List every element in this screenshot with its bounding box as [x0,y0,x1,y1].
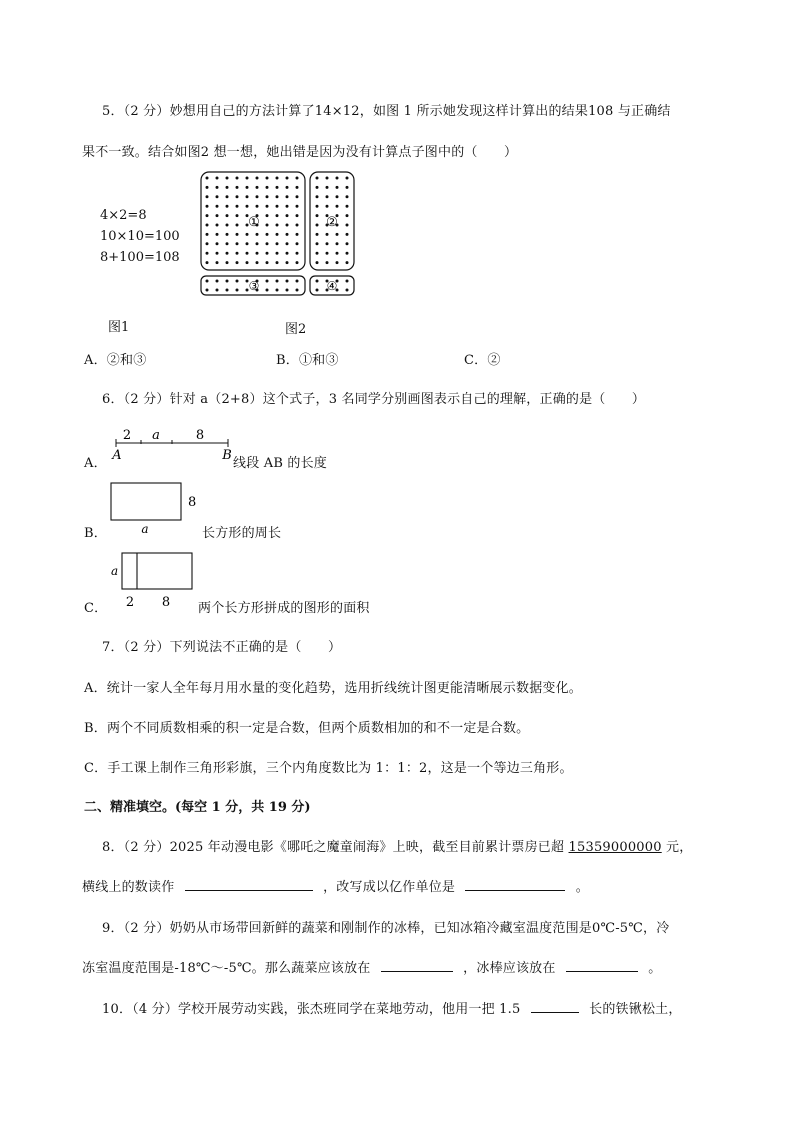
dot-region-2 [326,195,329,198]
dot-region-2 [316,261,319,264]
dot-region-1 [236,195,239,198]
calc-line: 4×2=8 [100,208,147,223]
dot-region-2 [316,195,319,198]
dot-region-1 [256,195,259,198]
dot-region-1 [286,177,289,180]
dot-region-3 [226,289,229,292]
dot-region-2 [326,205,329,208]
dot-region-1 [276,177,279,180]
dot-grid [206,177,349,292]
dot-region-3 [276,280,279,283]
dot-region-3 [216,280,219,283]
dot-region-1 [266,224,269,227]
dot-region-1 [286,252,289,255]
point-b-label: B [222,448,232,463]
dot-region-3 [286,289,289,292]
dot-region-1 [226,224,229,227]
dot-region-1 [266,214,269,217]
q6-option-b-text: 长方形的周长 [202,526,282,541]
dot-region-2 [326,186,329,189]
dot-region-2 [336,186,339,189]
q9-end: 。 [648,961,662,976]
rectangle [111,483,181,520]
dot-region-1 [296,195,299,198]
dot-region-1 [236,205,239,208]
dot-region-2 [336,261,339,264]
dot-region-2 [346,205,349,208]
dot-region-1 [226,261,229,264]
q8-line1 [102,836,692,855]
dot-region-2 [316,205,319,208]
dot-region-1 [246,195,249,198]
dot-region-2 [346,177,349,180]
dot-region-3 [266,289,269,292]
q8-line2 [82,876,589,895]
dot-region-2 [346,233,349,236]
dot-region-1 [236,186,239,189]
dot-region-2 [326,233,329,236]
rectangle-bottom-label: a [141,522,149,536]
dot-region-1 [226,205,229,208]
segment-label-8: 8 [195,428,205,443]
dot-region-1 [226,195,229,198]
dot-region-1 [266,242,269,245]
dot-region-1 [246,186,249,189]
dot-region-2 [336,233,339,236]
dot-region-2 [336,252,339,255]
dot-region-2 [336,195,339,198]
q10-text-b: 长的铁锹松土， [589,1002,682,1017]
dot-region-4 [316,289,319,292]
dot-region-1 [236,214,239,217]
q7-stem: 7．（2 分）下列说法不正确的是（ ） [102,640,342,655]
bottom-label-8: 8 [161,595,171,610]
dot-region-1 [206,252,209,255]
dot-region-1 [206,177,209,180]
region-2-label: ② [326,215,338,230]
q7-option-b[interactable]: B．两个不同质数相乘的积一定是合数，但两个质数相加的和不一定是合数。 [84,721,530,736]
dot-region-1 [226,233,229,236]
q9-text-a: 冻室温度范围是-18℃～-5℃。那么蔬菜应该放在 [82,961,371,976]
dot-region-3 [206,280,209,283]
dot-region-1 [296,177,299,180]
q5-option-c[interactable]: C．② [464,353,501,368]
dot-region-2 [326,242,329,245]
q5-option-a[interactable]: A．②和③ [84,353,147,368]
q6-stem: 6．（2 分）针对 a（2+8）这个式子，3 名同学分别画图表示自己的理解，正确的是（ ） [102,392,646,407]
side-label-a: a [111,564,119,578]
dot-region-2 [346,224,349,227]
q7-option-a[interactable]: A．统计一家人全年每月用水量的变化趋势，选用折线统计图更能清晰展示数据变化。 [84,681,582,696]
dot-region-2 [326,261,329,264]
q10-line1 [102,998,682,1017]
dot-region-1 [246,205,249,208]
dot-region-1 [276,233,279,236]
q6-option-a-text: 线段 AB 的长度 [233,456,328,471]
dot-region-2 [346,261,349,264]
dot-region-3 [206,289,209,292]
dot-region-1 [286,224,289,227]
dot-region-1 [206,214,209,217]
dot-region-1 [266,252,269,255]
region-1-label: ① [248,215,260,230]
q6-option-c-text: 两个长方形拼成的图形的面积 [198,601,370,616]
dot-region-2 [316,186,319,189]
q9-vegetable-blank[interactable] [381,957,453,972]
dot-region-1 [296,224,299,227]
q8-read-label: 横线上的数读作 [82,880,175,895]
dot-region-2 [346,186,349,189]
dot-region-1 [226,242,229,245]
dot-region-1 [276,186,279,189]
dot-region-1 [206,195,209,198]
dot-region-1 [216,214,219,217]
dot-region-2 [316,214,319,217]
q6-option-c-composite-rectangle [108,552,198,612]
dot-region-2 [316,233,319,236]
calc-line: 8+100=108 [100,250,180,265]
dot-region-1 [256,242,259,245]
dot-region-1 [246,177,249,180]
q8-convert-blank[interactable] [465,876,565,891]
dot-region-1 [276,252,279,255]
dot-region-1 [206,186,209,189]
dot-region-3 [216,289,219,292]
dot-region-1 [276,205,279,208]
dot-region-3 [296,289,299,292]
dot-region-1 [216,242,219,245]
q6-option-a-prefix[interactable]: A． [84,456,107,471]
q8-end: 。 [575,880,589,895]
dot-region-1 [266,261,269,264]
dot-region-1 [226,186,229,189]
dot-region-1 [286,195,289,198]
q6-option-c-prefix[interactable]: C． [84,601,108,616]
dot-region-1 [236,233,239,236]
dot-region-1 [266,205,269,208]
dot-region-1 [206,261,209,264]
dot-region-1 [236,224,239,227]
q10-text-a: 10．（4 分）学校开展劳动实践，张杰班同学在菜地劳动，他用一把 1.5 [102,1002,521,1017]
dot-region-1 [276,214,279,217]
dot-region-1 [296,186,299,189]
section-heading: 二、精准填空。(每空 1 分，共 19 分) [84,800,311,815]
dot-region-1 [266,195,269,198]
dot-region-2 [316,177,319,180]
dot-region-1 [286,261,289,264]
dot-region-2 [316,224,319,227]
dot-region-2 [336,205,339,208]
dot-region-1 [266,233,269,236]
dot-region-1 [216,195,219,198]
dot-region-1 [296,261,299,264]
q9-line2 [82,957,661,976]
dot-region-1 [236,177,239,180]
dot-region-1 [286,205,289,208]
dot-region-1 [246,252,249,255]
fig1-caption: 图1 [108,320,130,335]
dot-region-1 [206,205,209,208]
dot-region-4 [316,280,319,283]
dot-region-1 [216,252,219,255]
point-a-label: A [112,448,122,463]
dot-region-1 [276,195,279,198]
dot-region-1 [216,261,219,264]
dot-region-1 [276,224,279,227]
region-3-label: ③ [248,279,260,293]
q8-read-blank[interactable] [185,876,313,891]
segment-label-a: a [152,428,160,443]
q10-unit-blank[interactable] [531,998,579,1013]
dot-region-1 [226,214,229,217]
dot-region-1 [206,242,209,245]
dot-region-3 [236,280,239,283]
dot-region-1 [246,233,249,236]
dot-region-1 [256,261,259,264]
dot-region-1 [286,233,289,236]
dot-region-1 [236,261,239,264]
dot-region-1 [286,186,289,189]
dot-region-2 [336,177,339,180]
dot-region-2 [346,195,349,198]
dot-region-1 [276,242,279,245]
dot-region-1 [206,224,209,227]
dot-region-3 [236,289,239,292]
dot-region-1 [216,233,219,236]
dot-region-1 [246,261,249,264]
dot-region-1 [256,205,259,208]
dot-region-1 [266,186,269,189]
dot-region-1 [296,214,299,217]
region-4-label: ④ [326,279,338,293]
dot-region-2 [316,252,319,255]
calc-line: 10×10=100 [100,229,180,244]
dot-region-1 [286,214,289,217]
dot-region-1 [246,242,249,245]
fig2-caption: 图2 [285,322,307,337]
dot-region-1 [216,186,219,189]
dot-region-2 [336,242,339,245]
q9-popsicle-blank[interactable] [566,957,638,972]
q8-text-pre: 8．（2 分）2025 年动漫电影《哪吒之魔童闹海》上映，截至目前累计票房已超 [102,840,569,855]
q8-text-post: 元， [661,840,693,855]
dot-region-2 [346,242,349,245]
q8-convert-label: ，改写成以亿作单位是 [323,880,456,895]
dot-region-2 [326,252,329,255]
dot-region-1 [276,261,279,264]
segment-label-2: 2 [122,428,132,443]
dot-region-1 [256,177,259,180]
dot-region-1 [216,224,219,227]
dot-region-1 [256,252,259,255]
q5-figure1-calc [100,205,180,268]
outer-rectangle [122,553,192,589]
q6-option-b-prefix[interactable]: B． [84,526,107,541]
dot-region-1 [256,186,259,189]
q5-option-b[interactable]: B．①和③ [276,353,339,368]
dot-region-3 [296,280,299,283]
q5-dot-grid-figure [199,170,359,300]
dot-region-4 [346,280,349,283]
q9-line1: 9．（2 分）奶奶从市场带回新鲜的蔬菜和刚制作的冰棒，已知冰箱冷藏室温度范围是0℃-5℃，冷 [102,921,670,936]
dot-region-1 [286,242,289,245]
q5-stem-line1: 5．（2 分）妙想用自己的方法计算了14×12，如图 1 所示她发现这样计算出的结果108 与正确结 [102,104,671,119]
dot-region-1 [216,177,219,180]
dot-region-1 [296,242,299,245]
q8-number: 15359000000 [568,840,662,855]
bottom-label-2: 2 [125,595,135,610]
dot-region-2 [326,177,329,180]
q7-option-c[interactable]: C．手工课上制作三角形彩旗，三个内角度数比为 1：1：2，这是一个等边三角形。 [84,761,573,776]
rectangle-side-label: 8 [188,495,197,510]
dot-region-1 [236,242,239,245]
dot-region-3 [276,289,279,292]
dot-region-1 [266,177,269,180]
q6-option-a-segment-diagram [110,425,235,465]
dot-region-2 [316,242,319,245]
dot-region-1 [296,205,299,208]
q6-option-b-rectangle [110,482,210,537]
dot-region-3 [286,280,289,283]
dot-region-3 [226,280,229,283]
dot-region-1 [296,233,299,236]
q9-text-b: ，冰棒应该放在 [463,961,556,976]
dot-region-2 [346,214,349,217]
dot-region-4 [346,289,349,292]
dot-region-1 [256,233,259,236]
dot-region-1 [296,252,299,255]
dot-region-2 [346,252,349,255]
dot-region-1 [226,177,229,180]
q5-stem-line2: 果不一致。结合如图2 想一想，她出错是因为没有计算点子图中的（ ） [82,145,518,160]
dot-region-1 [216,205,219,208]
dot-region-1 [226,252,229,255]
dot-region-1 [206,233,209,236]
dot-region-1 [236,252,239,255]
dot-region-3 [266,280,269,283]
